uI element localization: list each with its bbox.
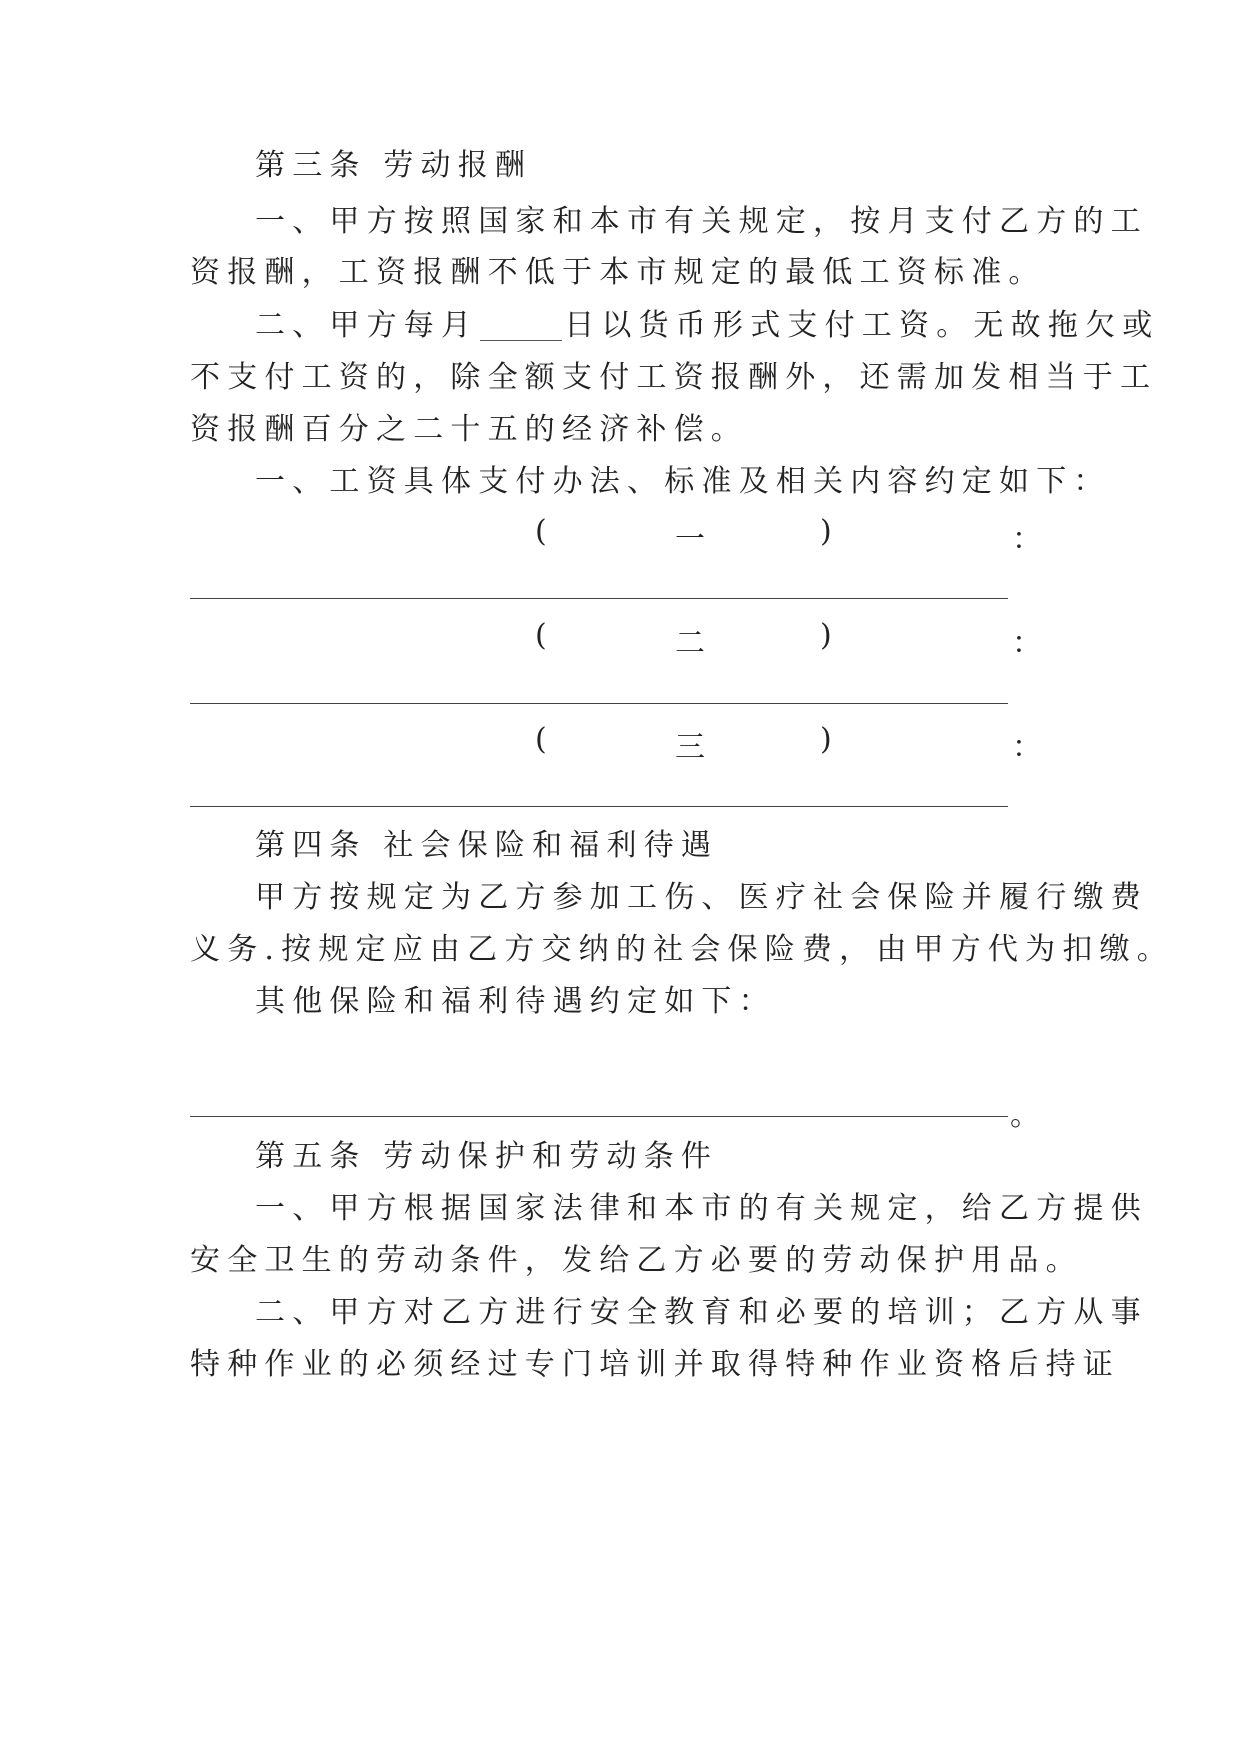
article-3-para-1-line-2: 资报酬，工资报酬不低于本市规定的最低工资标准。: [190, 255, 1046, 290]
article-4-heading: 第四条 社会保险和福利待遇: [255, 828, 719, 863]
item-close-paren: ): [820, 618, 832, 653]
item-number: 三: [675, 730, 705, 765]
para-2-text-b: 日以货币形式支付工资。无故拖欠或: [564, 308, 1160, 343]
item-colon: ：: [1012, 522, 1042, 557]
item-number: 二: [675, 626, 705, 661]
item-colon: ：: [1012, 626, 1042, 661]
item-close-paren: ): [820, 722, 832, 757]
day-blank: [480, 312, 562, 341]
fill-line-4: [190, 1116, 1008, 1117]
article-4-para-1-line-1: 甲方按规定为乙方参加工伤、医疗社会保险并履行缴费: [255, 880, 1148, 915]
article-5-para-2-line-1: 二、甲方对乙方进行安全教育和必要的培训；乙方从事: [255, 1295, 1148, 1330]
wage-item-2: [190, 618, 1050, 661]
article-4-para-2: 其他保险和福利待遇约定如下：: [255, 984, 776, 1019]
article-3-heading: 第三条 劳动报酬: [255, 148, 533, 183]
fill-line-3: [190, 806, 1008, 807]
article-5-para-2-line-2: 特种作业的必须经过专门培训并取得特种作业资格后持证: [190, 1347, 1120, 1382]
wage-item-3: [190, 722, 1050, 765]
fill-line-1: [190, 598, 1008, 599]
item-open-paren: (: [535, 514, 547, 549]
article-3-para-2-line-3: 资报酬百分之二十五的经济补偿。: [190, 412, 748, 447]
item-close-paren: ): [820, 514, 832, 549]
article-3-para-3: 一、工资具体支付办法、标准及相关内容约定如下：: [255, 464, 1111, 499]
article-5-para-1-line-2: 安全卫生的劳动条件，发给乙方必要的劳动保护用品。: [190, 1243, 1083, 1278]
item-number: 一: [675, 522, 705, 557]
fill-line-2: [190, 703, 1008, 704]
article-3-para-2-line-2: 不支付工资的，除全额支付工资报酬外，还需加发相当于工: [190, 360, 1158, 395]
item-colon: ：: [1012, 730, 1042, 765]
end-period: 。: [1010, 1098, 1040, 1133]
article-5-para-1-line-1: 一、甲方根据国家法律和本市的有关规定，给乙方提供: [255, 1191, 1148, 1226]
article-4-para-1-line-2: 义务.按规定应由乙方交纳的社会保险费，由甲方代为扣缴。: [190, 932, 1174, 967]
article-3-para-1-line-1: 一、甲方按照国家和本市有关规定，按月支付乙方的工: [255, 204, 1148, 239]
item-open-paren: (: [535, 722, 547, 757]
article-5-heading: 第五条 劳动保护和劳动条件: [255, 1139, 719, 1174]
wage-item-1: [190, 514, 1050, 557]
article-3-para-2-line-1: [255, 306, 1160, 346]
para-2-text-a: 二、甲方每月: [255, 308, 479, 343]
item-open-paren: (: [535, 618, 547, 653]
